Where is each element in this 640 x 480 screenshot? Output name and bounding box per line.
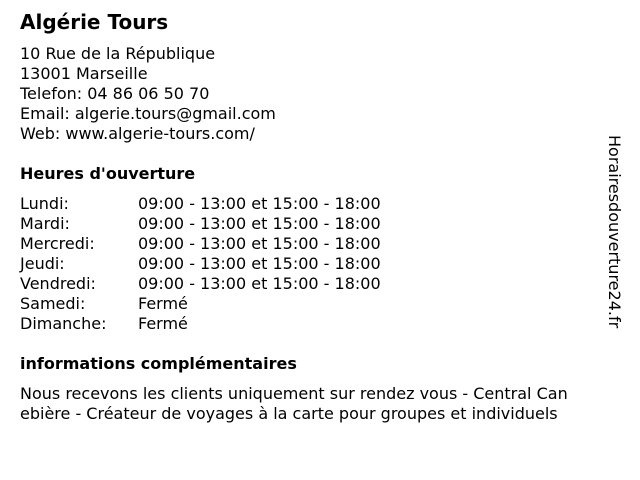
hours-row-friday	[20, 274, 381, 294]
opening-hours-heading: Heures d'ouverture	[20, 164, 196, 183]
day-hours: 09:00 - 13:00 et 15:00 - 18:00	[138, 214, 381, 233]
additional-info-heading: informations complémentaires	[20, 354, 297, 373]
hours-row-tuesday	[20, 214, 381, 234]
day-label: Lundi:	[20, 194, 69, 213]
day-hours: Fermé	[138, 314, 188, 333]
address-street: 10 Rue de la République	[20, 44, 216, 63]
day-hours: 09:00 - 13:00 et 15:00 - 18:00	[138, 234, 381, 253]
additional-info-line: ebière - Créateur de voyages à la carte pour groupes et individuels	[20, 404, 558, 423]
hours-row-saturday	[20, 294, 381, 314]
additional-info-line: Nous recevons les clients uniquement sur rendez vous - Central Can	[20, 384, 568, 403]
day-label: Mardi:	[20, 214, 70, 233]
hours-row-sunday	[20, 314, 381, 334]
day-hours: 09:00 - 13:00 et 15:00 - 18:00	[138, 194, 381, 213]
site-watermark: Horairesdouverture24.fr	[605, 135, 624, 329]
business-name: Algérie Tours	[20, 10, 169, 34]
day-label: Samedi:	[20, 294, 86, 313]
contact-block	[20, 44, 276, 144]
web-text: Web: www.algerie-tours.com/	[20, 124, 255, 143]
phone-text: Telefon: 04 86 06 50 70	[20, 84, 210, 103]
day-label: Jeudi:	[20, 254, 65, 273]
day-hours: 09:00 - 13:00 et 15:00 - 18:00	[138, 254, 381, 273]
day-hours: 09:00 - 13:00 et 15:00 - 18:00	[138, 274, 381, 293]
address-city: 13001 Marseille	[20, 64, 148, 83]
day-label: Mercredi:	[20, 234, 95, 253]
hours-row-thursday	[20, 254, 381, 274]
additional-info-text	[20, 384, 620, 424]
day-label: Vendredi:	[20, 274, 96, 293]
opening-hours-table	[20, 194, 381, 334]
day-label: Dimanche:	[20, 314, 107, 333]
hours-row-wednesday	[20, 234, 381, 254]
day-hours: Fermé	[138, 294, 188, 313]
email-text: Email: algerie.tours@gmail.com	[20, 104, 276, 123]
hours-row-monday	[20, 194, 381, 214]
